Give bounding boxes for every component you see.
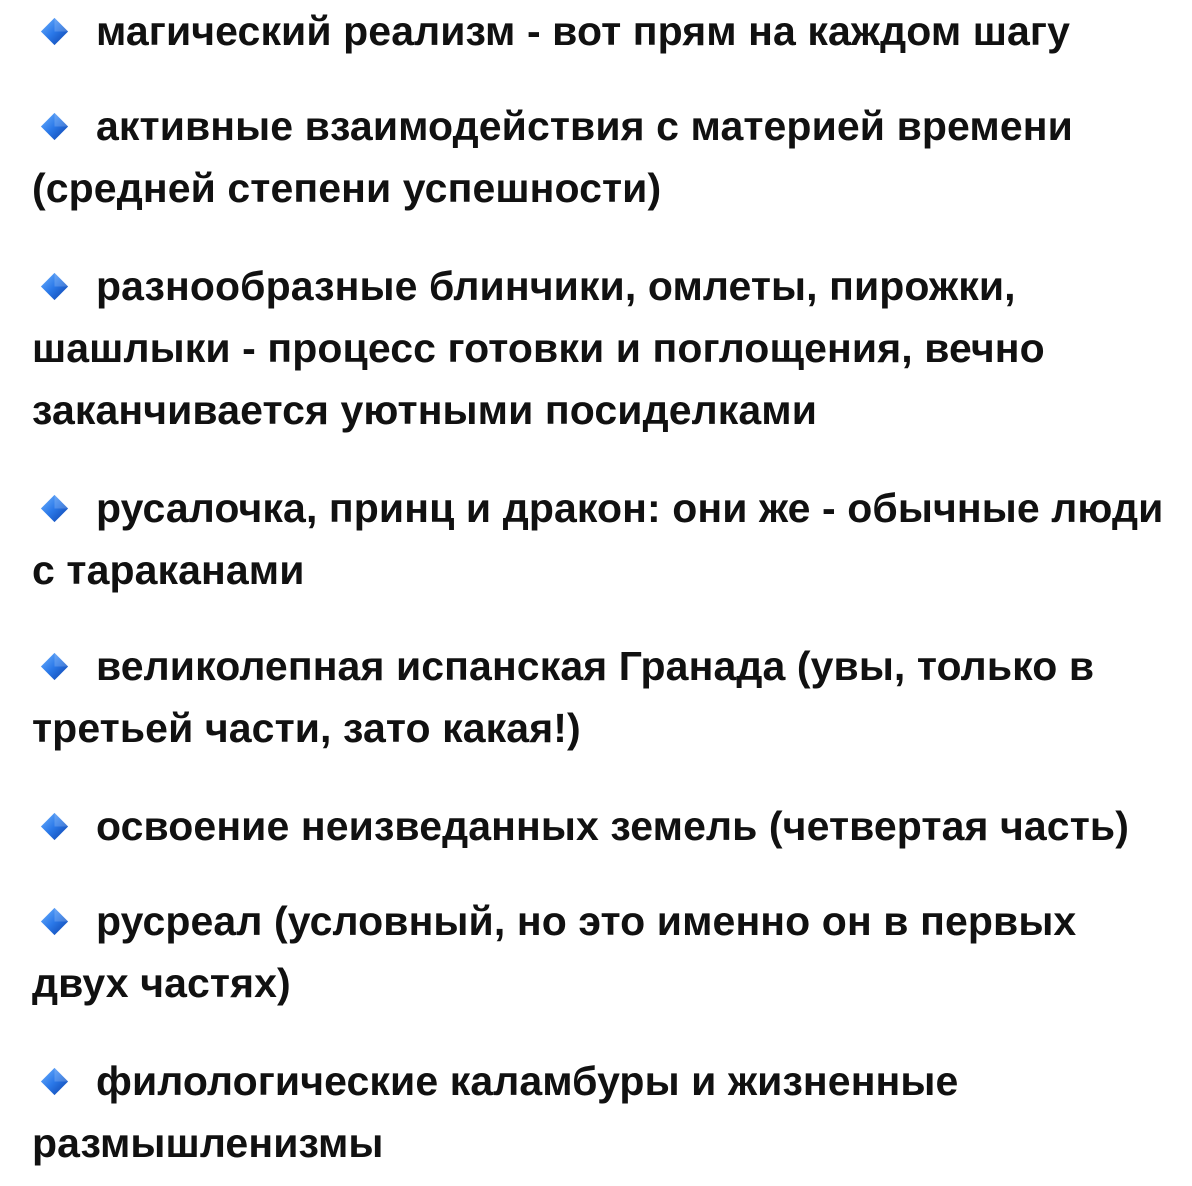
list-item [32, 0, 1182, 62]
blue-diamond-icon [40, 812, 69, 841]
list-item [32, 477, 1182, 601]
list-item-text: филологические каламбуры и жизненные размышленизмы [32, 1058, 959, 1166]
list-item [32, 890, 1182, 1014]
list-item [32, 635, 1182, 759]
list-item-text: русреал (условный, но это именно он в первых двух частях) [32, 898, 1077, 1006]
list-item-text: разнообразные блинчики, омлеты, пирожки, шашлыки - процесс готовки и поглощения, вечно заканчивается уютными посиделками [32, 263, 1045, 433]
list-item-text: освоение неизведанных земель (четвертая часть) [96, 803, 1129, 849]
list-item [32, 255, 1182, 441]
list-item [32, 795, 1182, 857]
blue-diamond-icon [40, 112, 69, 141]
blue-diamond-icon [40, 652, 69, 681]
list-item-text: активные взаимодействия с материей времени (средней степени успешности) [32, 103, 1073, 211]
blue-diamond-icon [40, 907, 69, 936]
list-item [32, 95, 1182, 219]
blue-diamond-icon [40, 1067, 69, 1096]
list-item-text: русалочка, принц и дракон: они же - обычные люди с тараканами [32, 485, 1164, 593]
list-item-text: магический реализм - вот прям на каждом шагу [96, 8, 1071, 54]
blue-diamond-icon [40, 272, 69, 301]
blue-diamond-icon [40, 494, 69, 523]
list-item [32, 1050, 1182, 1174]
blue-diamond-icon [40, 17, 69, 46]
list-item-text: великолепная испанская Гранада (увы, только в третьей части, зато какая!) [32, 643, 1095, 751]
